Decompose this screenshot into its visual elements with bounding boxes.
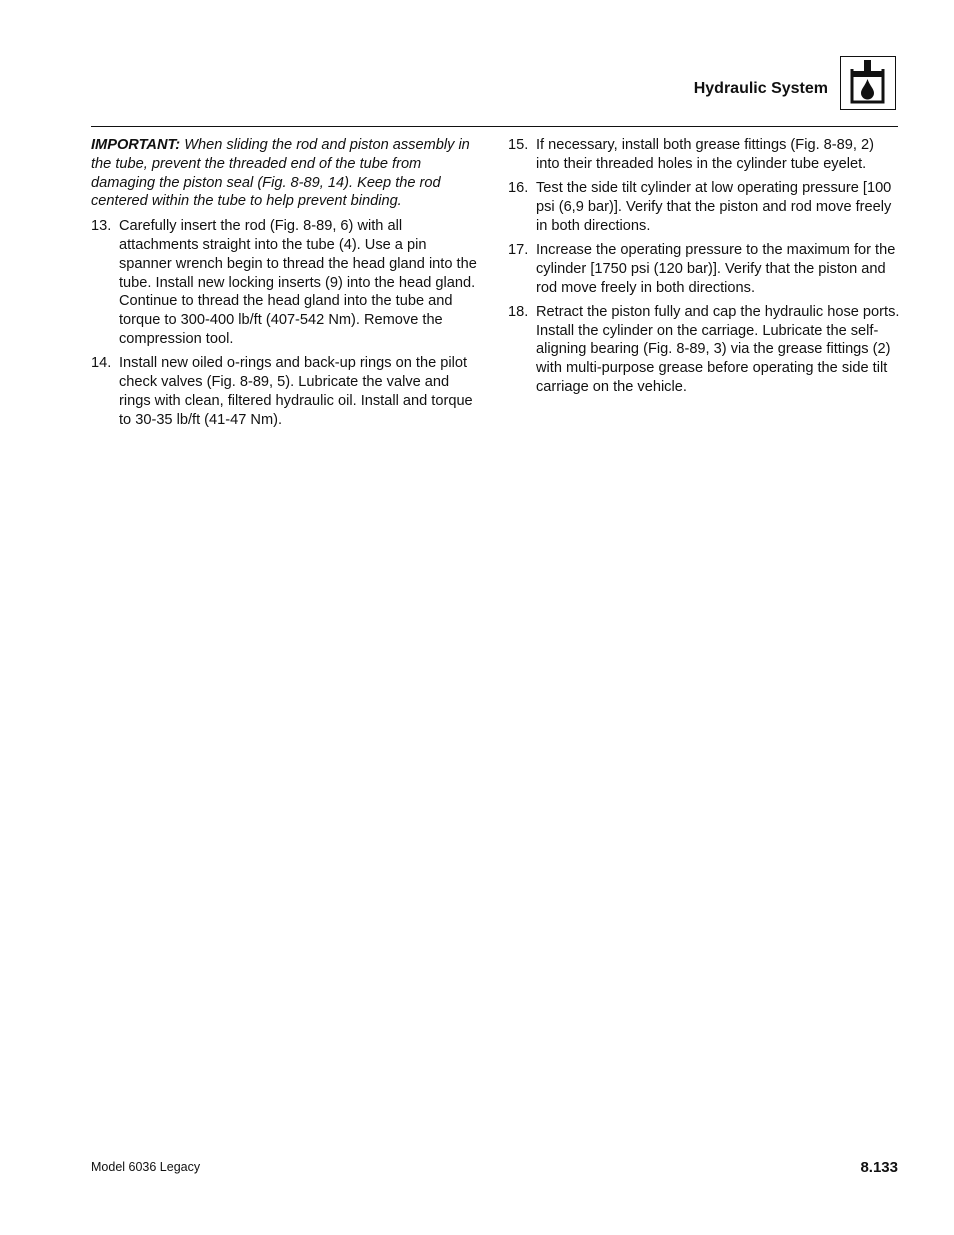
step-item [508, 179, 900, 235]
step-item [508, 136, 900, 174]
step-item [91, 354, 483, 429]
step-number: 18. [508, 303, 529, 320]
header-rule [91, 126, 898, 127]
left-column [91, 136, 483, 435]
step-item [508, 241, 900, 297]
step-text: Carefully insert the rod (Fig. 8-89, 6) with all attachments straight into the tube (4). Use a pin spanner wrench begin to thread the head gland into the tube. Install new locking inserts (9) into the head gland. Continue to thread the head gland into the tube and torque to 300-400 lb/ft (407-542 Nm). Remove the compression tool. [119, 218, 477, 347]
step-text: Retract the piston fully and cap the hydraulic hose ports. Install the cylinder on the carriage. Lubricate the self-aligning bearing (Fig. 8-89, 3) via the grease fittings (2) with multi-purpose grease before operating the side tilt carriage on the vehicle. [536, 303, 900, 396]
step-number: 14. [91, 355, 112, 372]
step-text: Install new oiled o-rings and back-up rings on the pilot check valves (Fig. 8-89, 5). Lubricate the valve and rings with clean, filtered hydraulic oil. Install and torque to 30-35 lb/ft (41-47 Nm). [119, 355, 473, 428]
important-note [91, 136, 483, 211]
step-text: Test the side tilt cylinder at low operating pressure [100 psi (6,9 bar)]. Verify that the piston and rod move freely in both directions. [536, 180, 892, 234]
step-item [91, 217, 483, 349]
step-text: Increase the operating pressure to the maximum for the cylinder [1750 psi (120 bar)]. Verify that the piston and rod move freely in both directions. [536, 241, 896, 296]
hydraulic-system-icon [840, 56, 896, 110]
step-item [508, 303, 900, 397]
steps-list-left [91, 217, 483, 429]
important-text: When sliding the rod and piston assembly in the tube, prevent the threaded end of the tube from damaging the piston seal (Fig. 8-89, 14). Keep the rod centered within the tube to help prevent binding. [91, 137, 470, 210]
section-title: Hydraulic System [693, 80, 828, 97]
page-number: 8.133 [860, 1159, 898, 1176]
step-number: 13. [91, 218, 112, 235]
step-number: 16. [508, 180, 529, 197]
step-text: If necessary, install both grease fittings (Fig. 8-89, 2) into their threaded holes in the cylinder tube eyelet. [536, 137, 874, 172]
right-column [508, 136, 900, 402]
footer-model: Model 6036 Legacy [91, 1160, 201, 1174]
hydraulic-cylinder-oil-drop-icon [841, 57, 895, 109]
important-label: IMPORTANT: [91, 137, 181, 153]
step-number: 15. [508, 137, 529, 153]
step-number: 17. [508, 241, 529, 258]
steps-list-right [508, 136, 900, 397]
